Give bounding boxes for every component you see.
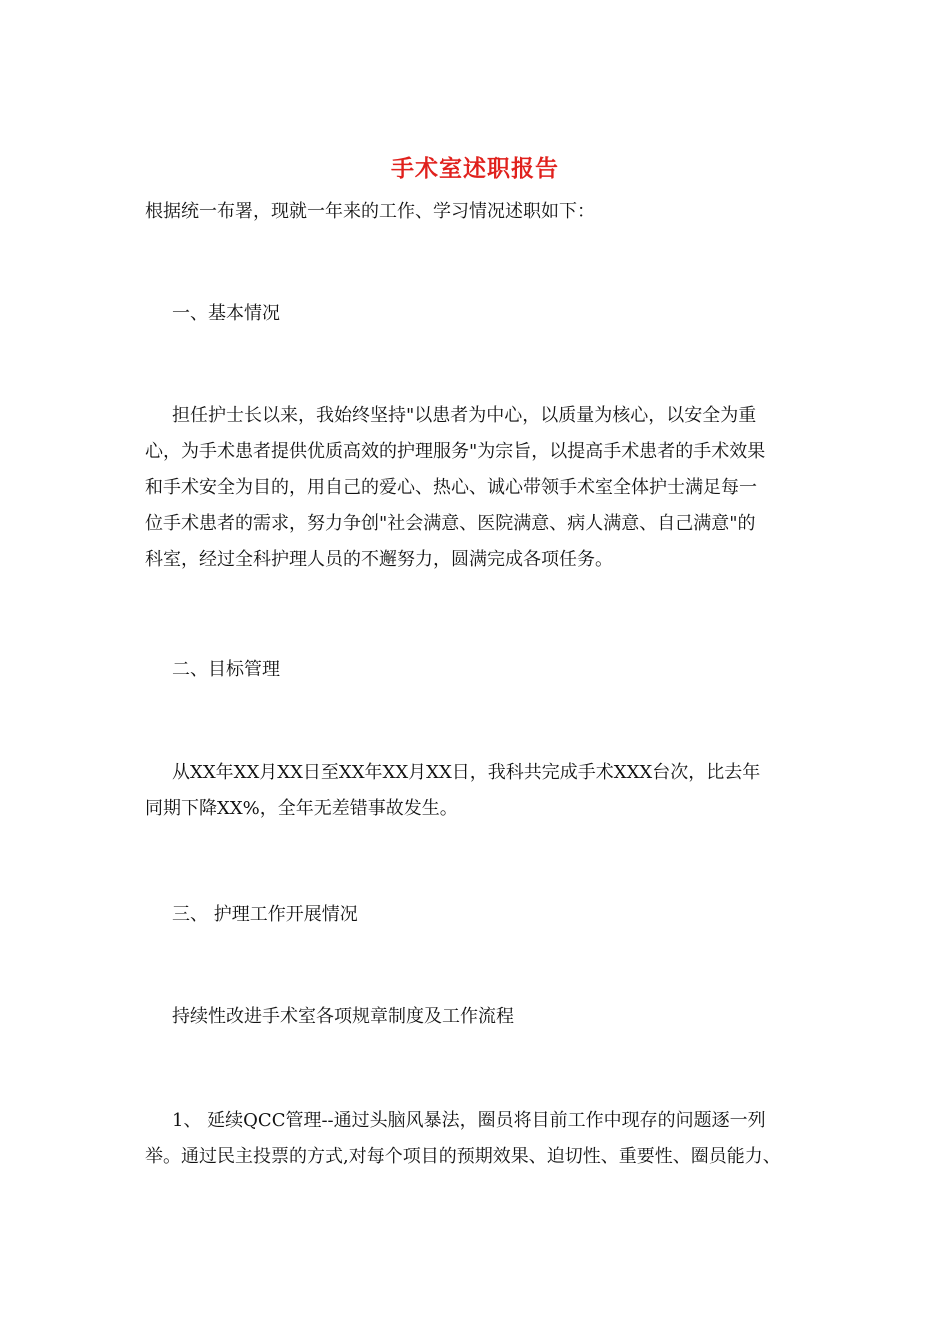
section3-heading: 三、 护理工作开展情况	[172, 904, 358, 925]
intro-paragraph: 根据统一布署，现就一年来的工作、学习情况述职如下：	[145, 201, 595, 222]
section1-line-5: 科室，经过全科护理人员的不邂努力，圆满完成各项任务。	[145, 549, 613, 570]
section1-line-4: 位手术患者的需求，努力争创"社会满意、医院满意、病人满意、自己满意"的	[145, 513, 756, 534]
section2-line-2: 同期下降XX%，全年无差错事故发生。	[145, 798, 458, 819]
section1-line-1: 担任护士长以来，我始终坚持"以患者为中心，以质量为核心，以安全为重	[172, 405, 757, 426]
section1-line-2: 心，为手术患者提供优质高效的护理服务"为宗旨，以提高手术患者的手术效果	[145, 441, 766, 462]
section1-line-3: 和手术安全为目的，用自己的爱心、热心、诚心带领手术室全体护士满足每一	[145, 477, 757, 498]
section3-item1-line-1: 1、 延续QCC管理--通过头脑风暴法，圈员将目前工作中现存的问题逐一列	[172, 1110, 766, 1131]
section3-item1-line-2: 举。通过民主投票的方式,对每个项目的预期效果、迫切性、重要性、圈员能力、	[145, 1146, 781, 1167]
section2-line-1: 从XX年XX月XX日至XX年XX月XX日，我科共完成手术XXX台次，比去年	[172, 762, 761, 783]
section1-heading: 一、基本情况	[172, 303, 280, 324]
section3-subheading: 持续性改进手术室各项规章制度及工作流程	[172, 1006, 514, 1027]
document-title: 手术室述职报告	[391, 155, 559, 182]
section2-heading: 二、目标管理	[172, 659, 280, 680]
